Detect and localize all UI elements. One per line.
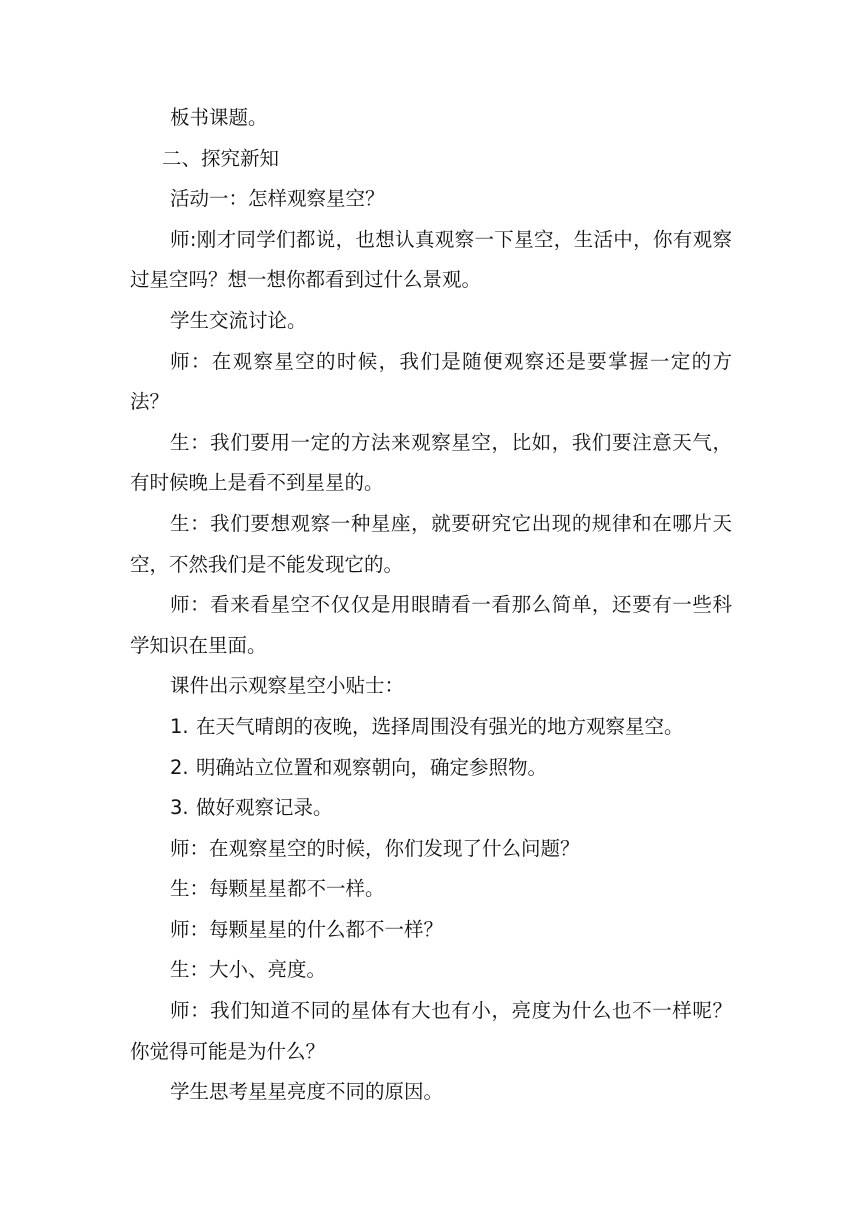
paragraph-blackboard-title: 板书课题。 [170, 106, 268, 129]
paragraph-student-think: 学生思考星星亮度不同的原因。 [170, 1080, 444, 1104]
paragraph-teacher-why: 师：我们知道不同的星体有大也有小，亮度为什么也不一样呢？你觉得可能是为什么？ [130, 999, 732, 1063]
paragraph-student-weather: 生：我们要用一定的方法来观察星空，比如，我们要注意天气，有时候晚上是看不到星星的。 [130, 430, 732, 495]
paragraph-teacher-question: 师:刚才同学们都说，也想认真观察一下星空，生活中，你有观察过星空吗？想一想你都看到过什么景观。 [130, 227, 732, 292]
list-item-text: 在天气晴朗的夜晚，选择周围没有强光的地方观察星空。 [196, 714, 684, 738]
list-number: 2. [170, 755, 189, 779]
paragraph-student-constellation: 生：我们要想观察一种星座，就要研究它出现的规律和在哪片天空，不然我们是不能发现它的。 [130, 511, 732, 576]
paragraph-tips-intro: 课件出示观察星空小贴士： [170, 674, 405, 698]
list-item [130, 707, 732, 748]
paragraph-student-discussion: 学生交流讨论。 [170, 308, 307, 332]
activity-heading: 活动一：怎样观察星空？ [170, 187, 385, 211]
document-body [130, 98, 732, 1113]
list-item-text: 做好观察记录。 [196, 796, 333, 820]
list-number: 1. [170, 714, 189, 738]
list-item [130, 748, 732, 789]
paragraph-student-different: 生：每颗星星都不一样。 [170, 877, 385, 901]
paragraph-student-size-brightness: 生：大小、亮度。 [170, 958, 327, 982]
paragraph-teacher-knowledge: 师：看来看星空不仅仅是用眼睛看一看那么简单，还要有一些科学知识在里面。 [130, 593, 732, 657]
paragraph-teacher-problem: 师：在观察星空的时候，你们发现了什么问题？ [170, 836, 580, 860]
list-number: 3. [170, 796, 189, 820]
paragraph-teacher-method: 师：在观察星空的时候，我们是随便观察还是要掌握一定的方法？ [130, 349, 732, 414]
list-item [130, 788, 732, 829]
list-item-text: 明确站立位置和观察朝向，确定参照物。 [196, 755, 548, 779]
section-heading: 二、探究新知 [162, 146, 280, 170]
paragraph-teacher-what: 师：每颗星星的什么都不一样？ [170, 917, 444, 941]
